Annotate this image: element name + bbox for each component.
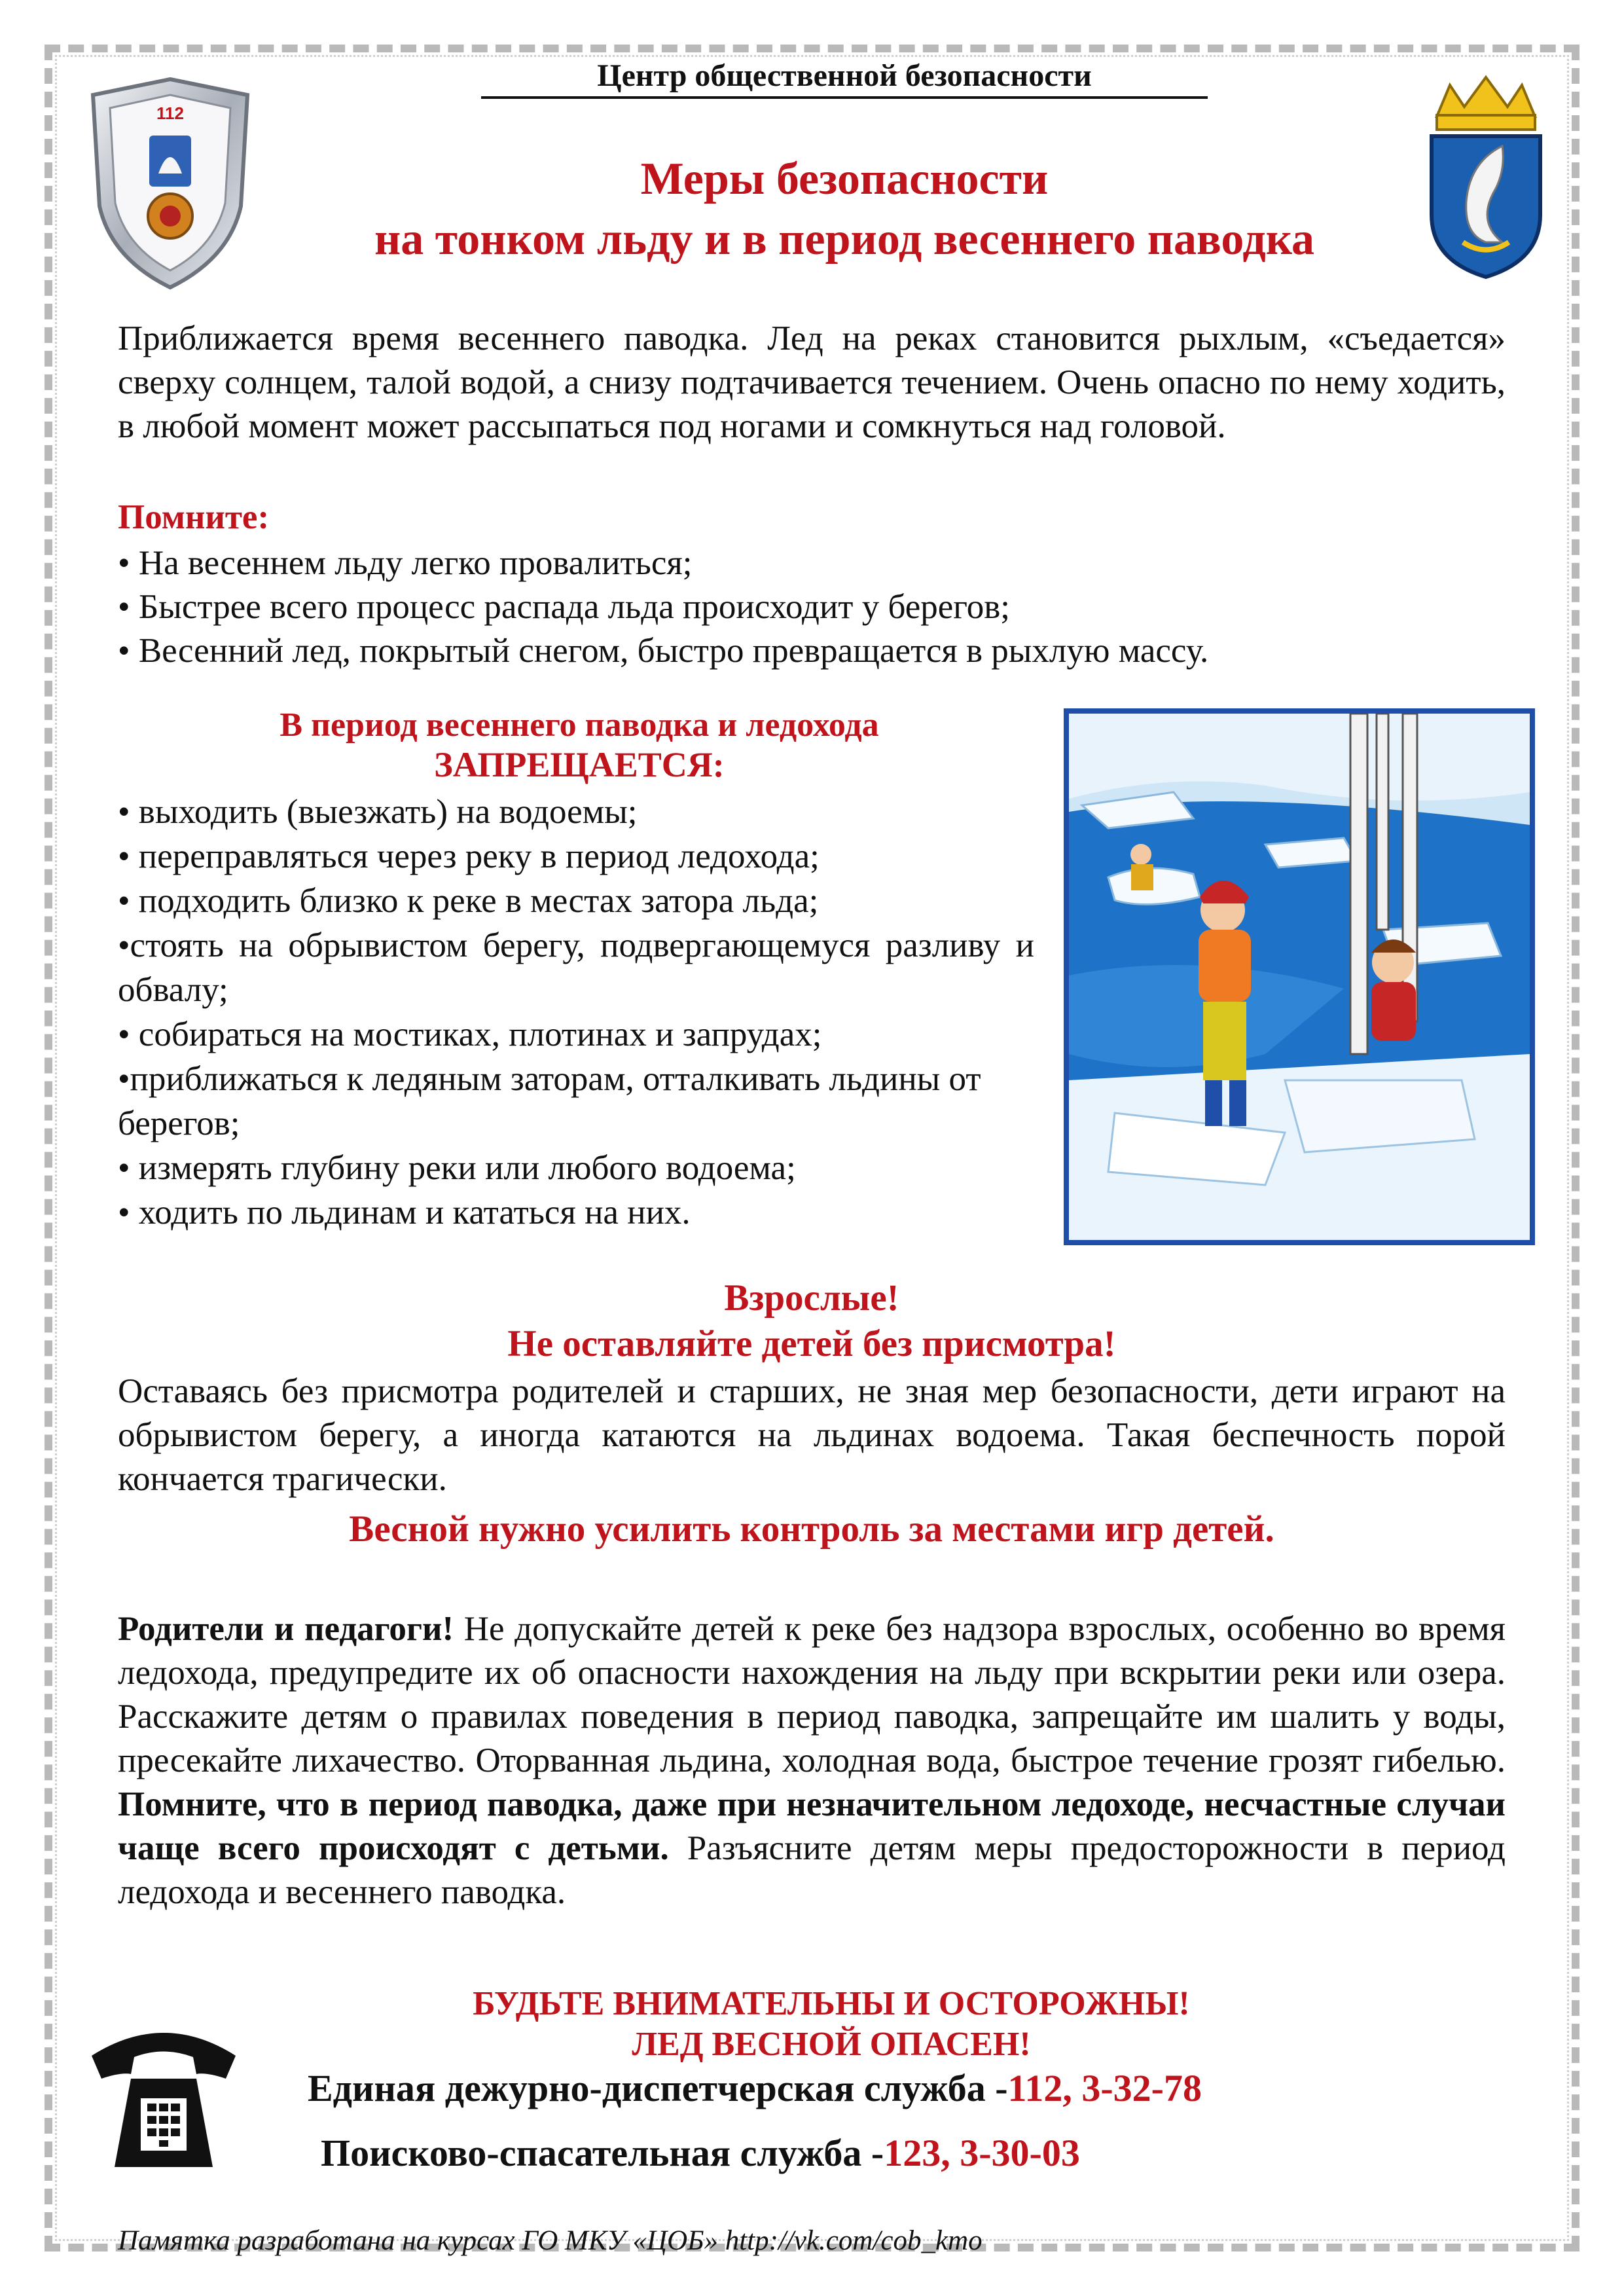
ice-scene-picture	[1069, 714, 1530, 1240]
forbidden-list	[118, 790, 1034, 1235]
contact-dispatch: Единая дежурно-диспетчерская служба -112, 3-32-78	[308, 2067, 1202, 2109]
remember-label: Помните:	[118, 498, 270, 536]
parents-bold-note: Помните, что в период паводка, даже при незначительном ледоходе, несчастные случаи чаще всего происходят с детьми.	[118, 1785, 1506, 1867]
adults-emphasis: Весной нужно усилить контроль за местами игр детей.	[349, 1508, 1274, 1550]
forbidden-item: • подходить близко к реке в местах затора льда;	[118, 882, 819, 920]
title-line-1: Меры безопасности	[640, 154, 1049, 204]
rescue-number: 123, 3-30-03	[884, 2132, 1080, 2174]
forbidden-item: • выходить (выезжать) на водоемы;	[118, 793, 638, 831]
parents-lead: Родители и педагоги!	[118, 1610, 454, 1648]
logo-badge-number: 112	[156, 103, 184, 123]
forbidden-item: •приближаться к ледяным заторам, отталкивать льдины от берегов;	[118, 1060, 981, 1142]
forbidden-item: • ходить по льдинам и кататься на них.	[118, 1194, 691, 1231]
contact-rescue: Поисково-спасательная служба -123, 3-30-03	[321, 2132, 1080, 2174]
forbidden-item: • измерять глубину реки или любого водоема;	[118, 1149, 796, 1187]
forbidden-item: • переправляться через реку в период ледохода;	[118, 837, 820, 875]
adults-paragraph: Оставаясь без присмотра родителей и старших, не зная мер безопасности, дети играют на обрывистом берегу, а иногда катаются на льдинах водоема. Такая беспечность порой кончается трагически.	[118, 1372, 1506, 1498]
remember-item: • Быстрее всего процесс распада льда происходит у берегов;	[118, 588, 1010, 626]
remember-item: • На весеннем льду легко провалиться;	[118, 544, 693, 582]
forbidden-item: • собираться на мостиках, плотинах и запрудах;	[118, 1015, 822, 1053]
footer-note: Памятка разработана на курсах ГО МКУ «ЦОБ» http://vk.com/cob_kmo	[118, 2225, 983, 2256]
intro-paragraph: Приближается время весеннего паводка. Лед на реках становится рыхлым, «съедается» сверху солнцем, талой водой, а снизу подтачивается течением. Очень опасно по нему ходить, в любой момент может рассыпаться под ногами и сомкнуться над головой.	[118, 319, 1506, 445]
telephone-icon	[85, 2016, 242, 2180]
organization-name: Центр общественной безопасности	[481, 58, 1208, 99]
ice-danger-illustration	[1064, 708, 1535, 1245]
page-title	[236, 149, 1453, 270]
remember-item: • Весенний лед, покрытый снегом, быстро превращается в рыхлую массу.	[118, 632, 1209, 670]
forbidden-heading: В период весеннего паводка и ледохода ЗАПРЕЩАЕТСЯ:	[280, 706, 879, 784]
adults-heading: Взрослые! Не оставляйте детей без присмотра!	[507, 1277, 1116, 1364]
forbidden-item: •стоять на обрывистом берегу, подвергающемуся разливу и обвалу;	[118, 926, 1034, 1009]
warning-banner: БУДЬТЕ ВНИМАТЕЛЬНЫ И ОСТОРОЖНЫ! ЛЕД ВЕСНОЙ ОПАСЕН!	[473, 1985, 1190, 2063]
parents-paragraph: Родители и педагоги! Не допускайте детей к реке без надзора взрослых, особенно во время ледохода, предупредите их об опасности нахождения на льду при вскрытии реки или озера. Расскажите детям о правилах поведения в период паводка, запрещайте им шалить у воды, пресекайте лихачество. Оторванная льдина, холодная вода, быстрое течение грозят гибелью. Помните, что в период паводка, даже при незначительном ледоходе, несчастные случаи чаще всего происходят с детьми. Разъясните детям меры предосторожности в период ледохода и весеннего паводка.	[118, 1610, 1506, 1911]
remember-list	[118, 541, 1506, 673]
title-line-2: на тонком льду и в период весеннего паводка	[374, 214, 1315, 264]
dispatch-number: 112, 3-32-78	[1007, 2067, 1202, 2109]
